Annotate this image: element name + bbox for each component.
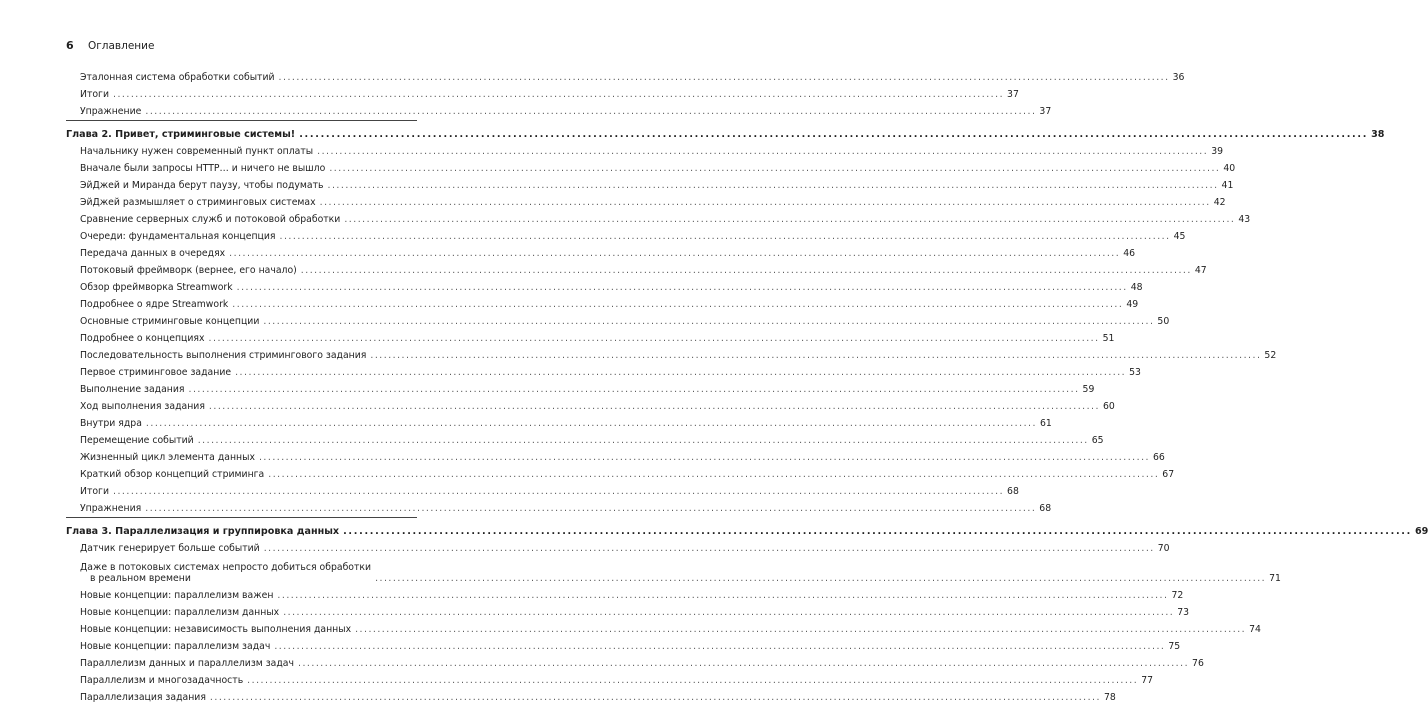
toc-entry-page: 65 — [1091, 435, 1104, 446]
page-number: 6 — [66, 39, 74, 52]
toc-entry-title: Жизненный цикл элемента данных — [80, 452, 255, 463]
toc-entry-page: 52 — [1264, 350, 1277, 361]
leader-dots: ........................................................................................................................................................................................................ — [300, 265, 1192, 276]
toc-entry-title: ЭйДжей и Миранда берут паузу, чтобы подумать — [80, 180, 324, 191]
toc-entry-page: 70 — [1157, 543, 1170, 554]
toc-entry-page: 66 — [1153, 452, 1165, 463]
toc-entry-page: 72 — [1171, 590, 1184, 601]
toc-entry-page: 43 — [1238, 214, 1251, 225]
toc-entry-page: 50 — [1157, 316, 1170, 327]
toc-entry[interactable] — [66, 174, 1234, 191]
toc-entry[interactable] — [66, 652, 1204, 669]
toc-entry-title: Новые концепции: параллелизм данных — [80, 607, 280, 618]
toc-entry-page: 61 — [1039, 418, 1052, 429]
leader-dots: ........................................................................................................................................................................................................ — [188, 384, 1080, 395]
toc-entry[interactable] — [66, 537, 1170, 554]
toc-entry-page: 73 — [1177, 607, 1190, 618]
leader-dots: ........................................................................................................................................................................................................ — [370, 350, 1262, 361]
leader-dots: ........................................................................................................................................................................................................ — [283, 607, 1175, 618]
toc-chapter-2-items — [66, 140, 1277, 514]
toc-entry-title: Основные стриминговые концепции — [80, 316, 260, 327]
toc-chapter-3-items — [66, 537, 1170, 554]
toc-entry-title: Первое стриминговое задание — [80, 367, 232, 378]
toc-chapter-3[interactable] — [66, 520, 1428, 537]
toc-entry[interactable] — [66, 310, 1170, 327]
toc-entry[interactable] — [66, 412, 1052, 429]
running-header — [66, 39, 154, 53]
leader-dots: ........................................................................................................................................................................................................ — [299, 129, 1369, 140]
toc-entry-title: Подробнее о ядре Streamwork — [80, 299, 229, 310]
toc-entry-title: Параллелизм данных и параллелизм задач — [80, 658, 294, 669]
leader-dots: ........................................................................................................................................................................................................ — [113, 89, 1005, 100]
leader-dots: ........................................................................................................................................................................................................ — [327, 180, 1219, 191]
separator-line — [66, 517, 417, 518]
toc-entry[interactable] — [66, 208, 1251, 225]
toc-entry[interactable] — [66, 554, 1281, 584]
toc-entry-title: Параллелизм и многозадачность — [80, 675, 244, 686]
toc-entry-title: Новые концепции: параллелизм задач — [80, 641, 271, 652]
toc-entry-page: 60 — [1102, 401, 1115, 412]
toc-entry-page: 68 — [1039, 503, 1052, 514]
toc-entry-page: 77 — [1141, 675, 1154, 686]
toc-entry-page: 41 — [1221, 180, 1234, 191]
leader-dots: ........................................................................................................................................................................................................ — [274, 641, 1166, 652]
toc-entry-page: 48 — [1130, 282, 1143, 293]
toc-entry-page: 78 — [1103, 692, 1116, 703]
toc-entry-title: Потоковый фреймворк (вернее, его начало) — [80, 265, 297, 276]
toc-entry-title-line: в реальном времени — [90, 573, 191, 584]
toc-entry-title-line: Даже в потоковых системах непросто добиться обработки — [80, 562, 372, 573]
leader-dots: ........................................................................................................................................................................................................ — [268, 469, 1160, 480]
toc-entry[interactable] — [66, 242, 1136, 259]
leader-dots: ........................................................................................................................................................................................................ — [343, 526, 1412, 537]
toc-entry-title: Начальнику нужен современный пункт оплаты — [80, 146, 314, 157]
toc-entry-title: Передача данных в очередях — [80, 248, 226, 259]
toc-entry-title: Датчик генерирует больше событий — [80, 543, 260, 554]
leader-dots: ........................................................................................................................................................................................................ — [208, 333, 1100, 344]
toc-entry[interactable] — [66, 100, 1052, 117]
toc-entry-title: Перемещение событий — [80, 435, 194, 446]
toc-entry-page: 40 — [1223, 163, 1236, 174]
toc-entry-page: 74 — [1249, 624, 1261, 635]
toc-entry-page: 67 — [1162, 469, 1175, 480]
toc-entry[interactable] — [66, 601, 1190, 618]
toc-entry[interactable] — [66, 157, 1236, 174]
toc-entry-title: Итоги — [80, 89, 109, 100]
toc-entry[interactable] — [66, 480, 1019, 497]
toc-entry-page: 47 — [1194, 265, 1207, 276]
toc-entry-page: 46 — [1123, 248, 1136, 259]
leader-dots: ........................................................................................................................................................................................................ — [145, 106, 1037, 117]
toc-entry-title: Итоги — [80, 486, 109, 497]
toc-entry[interactable] — [66, 276, 1143, 293]
toc-entry-page: 59 — [1082, 384, 1095, 395]
leader-dots: ........................................................................................................................................................................................................ — [375, 573, 1267, 584]
toc-entry-title: Параллелизация задания — [80, 692, 206, 703]
leader-dots: ........................................................................................................................................................................................................ — [247, 675, 1139, 686]
leader-dots: ........................................................................................................................................................................................................ — [145, 418, 1037, 429]
leader-dots: ........................................................................................................................................................................................................ — [278, 72, 1170, 83]
leader-dots: ........................................................................................................................................................................................................ — [298, 658, 1190, 669]
toc-entry-page: 76 — [1192, 658, 1204, 669]
toc-entry-title: Подробнее о концепциях — [80, 333, 205, 344]
toc-entry[interactable] — [66, 66, 1185, 83]
toc-entry-title: Ход выполнения задания — [80, 401, 205, 412]
leader-dots: ........................................................................................................................................................................................................ — [355, 624, 1247, 635]
toc-entry-page: 51 — [1102, 333, 1115, 344]
leader-dots: ........................................................................................................................................................................................................ — [277, 590, 1169, 601]
toc-entry-page: 45 — [1173, 231, 1186, 242]
leader-dots: ........................................................................................................................................................................................................ — [279, 231, 1171, 242]
toc-entry[interactable] — [66, 497, 1052, 514]
toc-chapter-3-items — [66, 584, 1261, 703]
toc-entry[interactable] — [66, 669, 1154, 686]
leader-dots: ........................................................................................................................................................................................................ — [258, 452, 1150, 463]
chapter-title: Глава 3. Параллелизация и группировка данных — [66, 526, 340, 537]
toc-entry-title: Упражнения — [80, 503, 142, 514]
toc-entry-page: 42 — [1213, 197, 1226, 208]
toc-entry-page: 37 — [1039, 106, 1052, 117]
toc-entry-page: 53 — [1129, 367, 1141, 378]
running-title: Оглавление — [88, 40, 155, 52]
toc-entry[interactable] — [66, 446, 1165, 463]
toc-entry[interactable] — [66, 83, 1019, 100]
toc-entry[interactable] — [66, 327, 1115, 344]
toc-entry-title: Внутри ядра — [80, 418, 142, 429]
toc-entry[interactable] — [66, 225, 1186, 242]
toc-entry-page: 39 — [1211, 146, 1224, 157]
toc-entry-page: 75 — [1168, 641, 1181, 652]
toc-entry[interactable] — [66, 259, 1207, 276]
chapter-title: Глава 2. Привет, стриминговые системы! — [66, 129, 296, 140]
toc-entry-title: Выполнение задания — [80, 384, 185, 395]
leader-dots: ........................................................................................................................................................................................................ — [208, 401, 1100, 412]
table-of-contents — [66, 66, 1428, 703]
leader-dots: ........................................................................................................................................................................................................ — [344, 214, 1236, 225]
toc-entry-page: 71 — [1269, 573, 1281, 584]
leader-dots: ........................................................................................................................................................................................................ — [229, 248, 1121, 259]
toc-entry[interactable] — [66, 618, 1261, 635]
toc-entry[interactable] — [66, 429, 1104, 446]
toc-entry-title: Сравнение серверных служб и потоковой обработки — [80, 214, 341, 225]
chapter-page: 69 — [1414, 526, 1428, 537]
leader-dots: ........................................................................................................................................................................................................ — [197, 435, 1089, 446]
toc-entry[interactable] — [66, 191, 1226, 208]
toc-entry-page: 36 — [1172, 72, 1185, 83]
toc-entry[interactable] — [66, 584, 1184, 601]
toc-entry-page: 49 — [1126, 299, 1139, 310]
separator-line — [66, 120, 417, 121]
toc-entry-title: Новые концепции: независимость выполнения данных — [80, 624, 352, 635]
toc-entry-title: Эталонная система обработки событий — [80, 72, 275, 83]
toc-entry[interactable] — [66, 635, 1181, 652]
toc-entry-title: Вначале были запросы HTTP… и ничего не вышло — [80, 163, 326, 174]
toc-entry-title: ЭйДжей размышляет о стриминговых системах — [80, 197, 316, 208]
toc-chapter-2[interactable] — [66, 123, 1385, 140]
toc-entry[interactable] — [66, 463, 1175, 480]
toc-entry[interactable] — [66, 395, 1115, 412]
leader-dots: ........................................................................................................................................................................................................ — [317, 146, 1209, 157]
leader-dots: ........................................................................................................................................................................................................ — [236, 282, 1128, 293]
toc-entry[interactable] — [66, 140, 1224, 157]
leader-dots: ........................................................................................................................................................................................................ — [209, 692, 1101, 703]
toc-entry-title: Новые концепции: параллелизм важен — [80, 590, 274, 601]
leader-dots: ........................................................................................................................................................................................................ — [113, 486, 1005, 497]
toc-entry-title: Краткий обзор концепций стриминга — [80, 469, 265, 480]
leader-dots: ........................................................................................................................................................................................................ — [329, 163, 1221, 174]
toc-entry[interactable] — [66, 293, 1139, 310]
toc-section-pre — [66, 66, 1185, 117]
toc-entry[interactable] — [66, 378, 1095, 395]
chapter-page: 38 — [1371, 129, 1385, 140]
toc-entry-title — [80, 562, 371, 584]
toc-entry[interactable] — [66, 361, 1141, 378]
toc-entry-page: 68 — [1007, 486, 1019, 497]
toc-entry-title: Обзор фреймворка Streamwork — [80, 282, 233, 293]
leader-dots: ........................................................................................................................................................................................................ — [145, 503, 1037, 514]
toc-entry-page: 37 — [1007, 89, 1019, 100]
leader-dots: ........................................................................................................................................................................................................ — [263, 543, 1155, 554]
toc-entry[interactable] — [66, 344, 1277, 361]
leader-dots: ........................................................................................................................................................................................................ — [319, 197, 1211, 208]
leader-dots: ........................................................................................................................................................................................................ — [235, 367, 1127, 378]
leader-dots: ........................................................................................................................................................................................................ — [232, 299, 1124, 310]
leader-dots: ........................................................................................................................................................................................................ — [263, 316, 1155, 327]
toc-entry-title: Упражнение — [80, 106, 142, 117]
toc-entry-title: Последовательность выполнения стримингового задания — [80, 350, 367, 361]
toc-entry-title: Очереди: фундаментальная концепция — [80, 231, 276, 242]
toc-entry[interactable] — [66, 686, 1116, 703]
